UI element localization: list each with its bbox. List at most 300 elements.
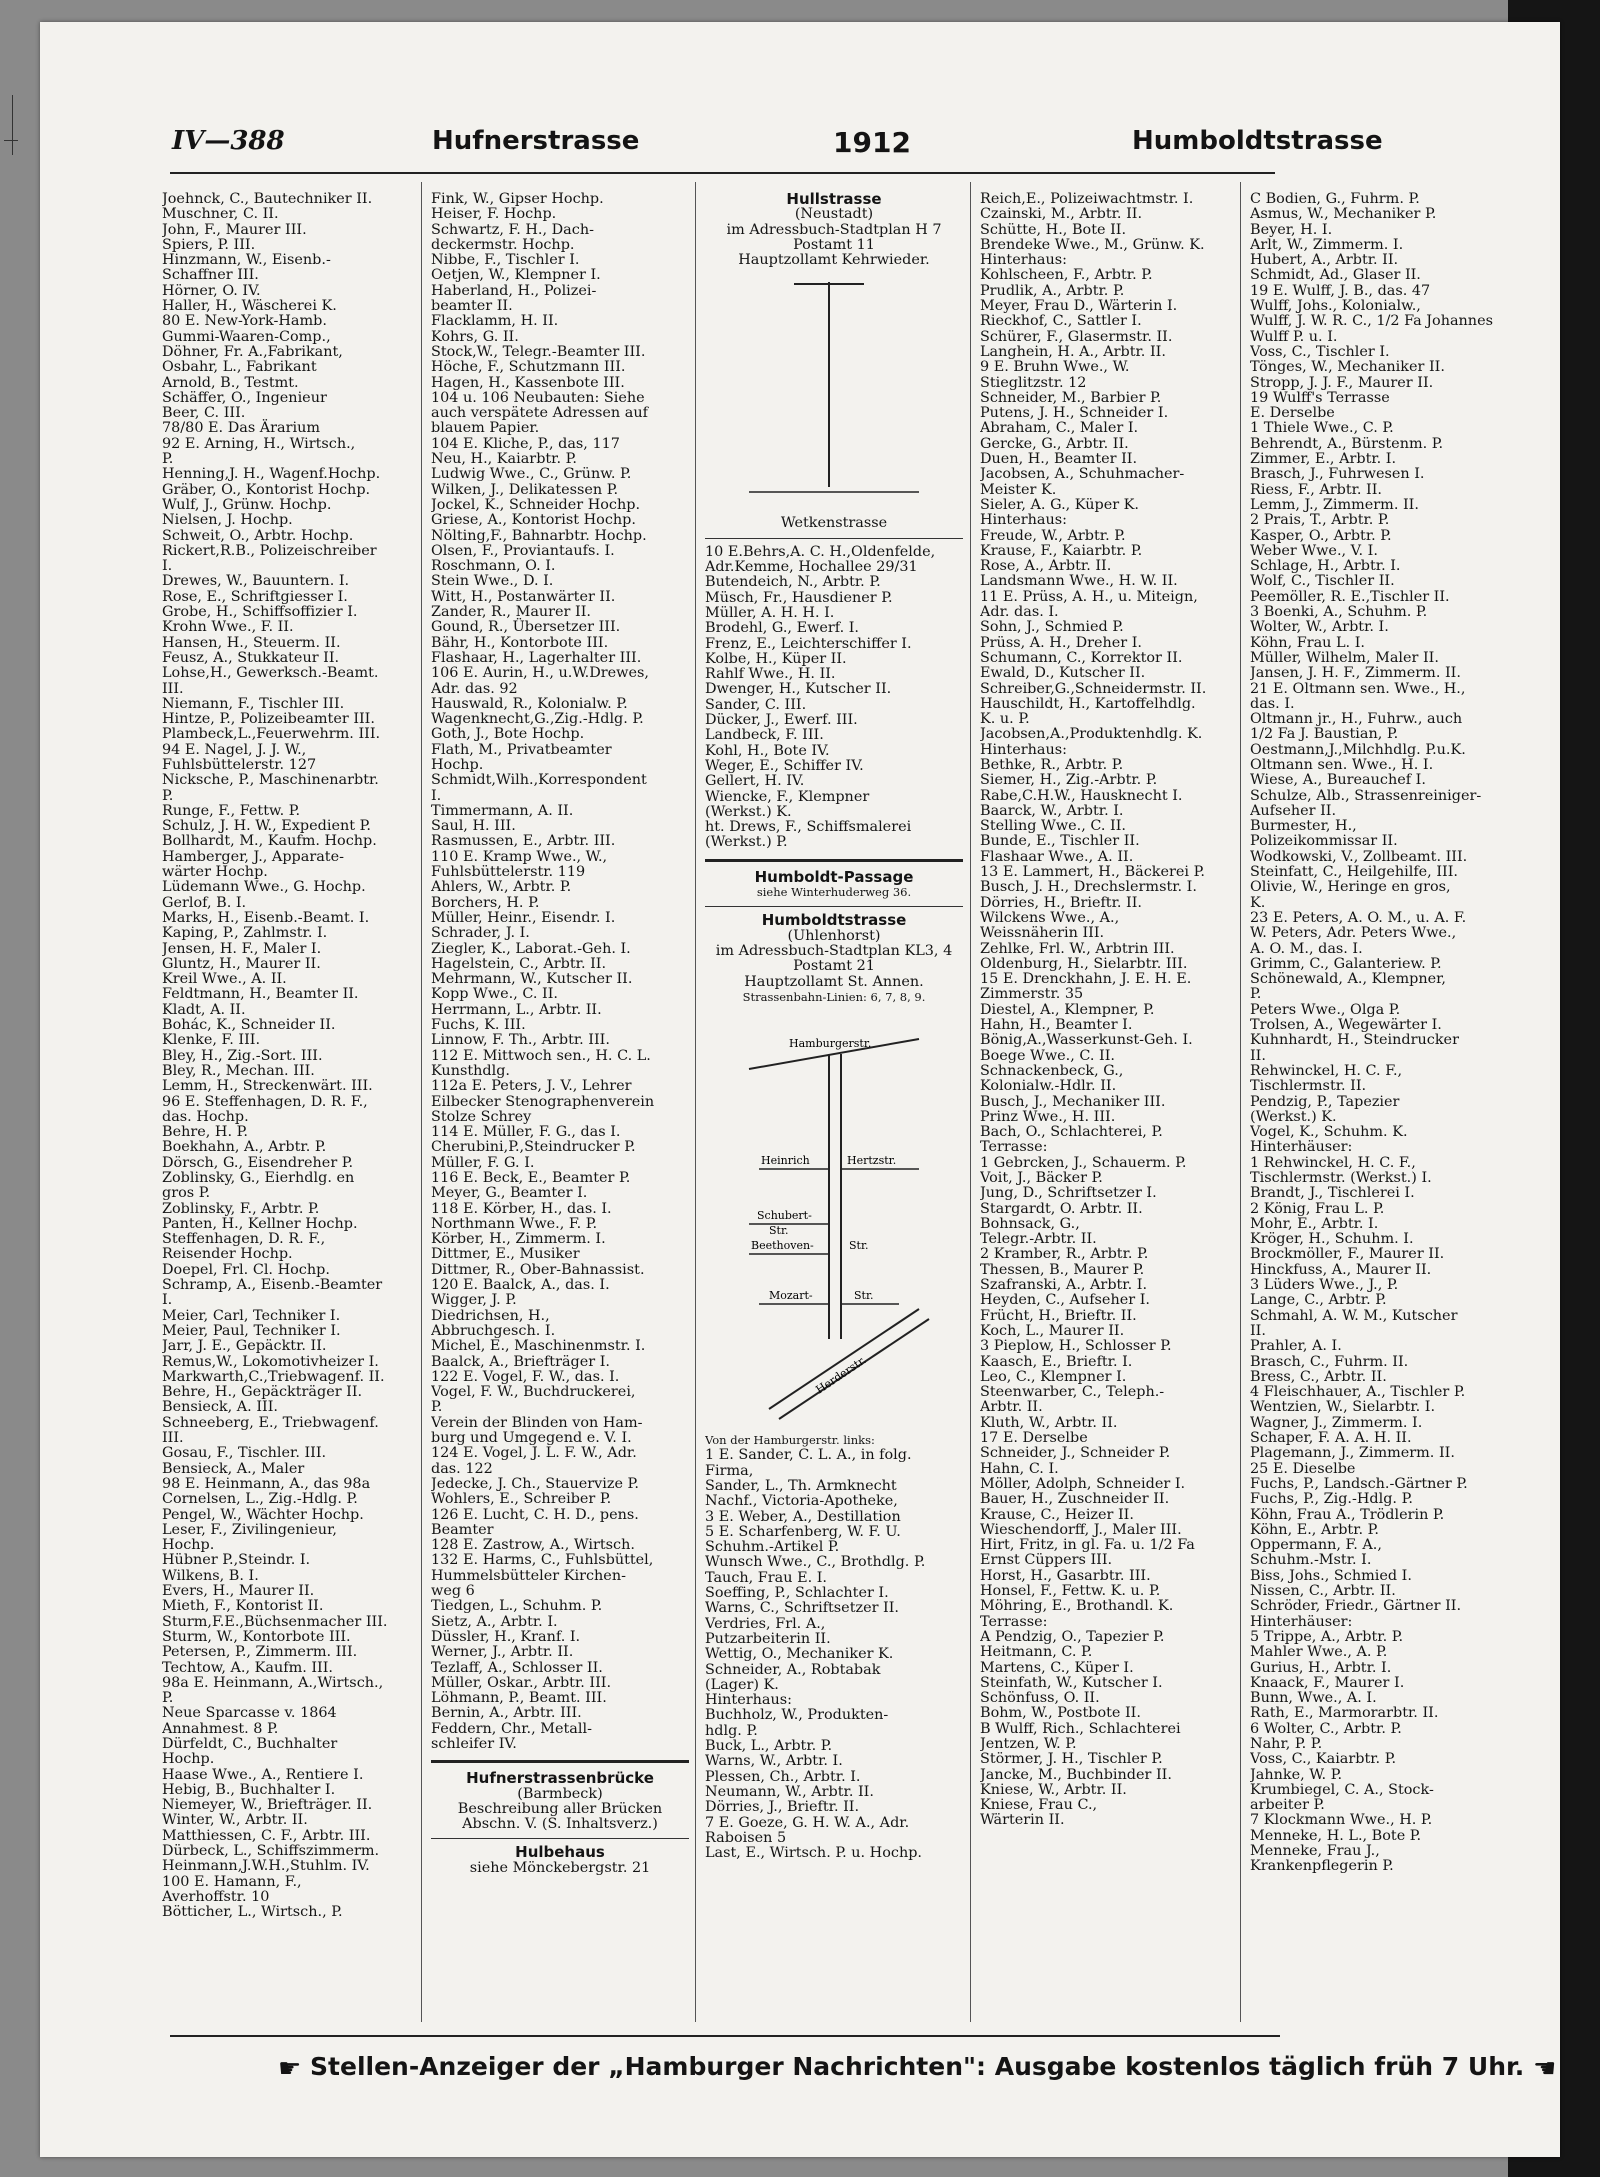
directory-entry: das. Hochp. bbox=[162, 1108, 249, 1125]
directory-entry: Bollhardt, M., Kaufm. Hochp. bbox=[162, 833, 377, 850]
directory-entry: Dörries, H., Brieftr. II. bbox=[980, 894, 1142, 911]
page-header bbox=[40, 120, 1560, 172]
humboldt-line-4: Hauptzollamt St. Annen. bbox=[744, 973, 924, 990]
directory-entry: Schlage, H., Arbtr. I. bbox=[1250, 558, 1401, 575]
directory-entry: Siemer, H., Zig.-Arbtr. P. bbox=[980, 772, 1158, 789]
directory-entry: deckermstr. Hochp. bbox=[431, 236, 575, 253]
directory-entry: Krumbiegel, C. A., Stock- bbox=[1250, 1781, 1434, 1798]
directory-entry: Wulff, J. W. R. C., 1/2 Fa Johannes bbox=[1250, 313, 1493, 330]
directory-entry: Hahn, H., Beamter I. bbox=[980, 1017, 1133, 1034]
directory-entry: Fuhlsbüttelerstr. 119 bbox=[431, 864, 586, 881]
directory-entry: Kaping, P., Zahlmstr. I. bbox=[162, 925, 328, 942]
directory-entry: Niemann, F., Tischler III. bbox=[162, 695, 345, 712]
directory-entry: Duen, H., Beamter II. bbox=[980, 451, 1138, 468]
directory-entry: Olsen, F., Proviantaufs. I. bbox=[431, 542, 615, 559]
directory-entry: Bunn, Wwe., A. I. bbox=[1250, 1690, 1377, 1707]
directory-entry: Dörries, J., Brieftr. II. bbox=[705, 1799, 860, 1816]
directory-entry: Steffenhagen, D. R. F., bbox=[162, 1231, 326, 1248]
directory-entry: Putzarbeiterin II. bbox=[705, 1630, 831, 1647]
directory-entry: Bensieck, A. III. bbox=[162, 1399, 278, 1416]
column-3 bbox=[705, 192, 963, 2032]
directory-entry: Flath, M., Privatbeamter bbox=[431, 741, 612, 758]
directory-entry: Ernst Cüppers III. bbox=[980, 1552, 1113, 1569]
directory-entry: Menneke, Frau J., bbox=[1250, 1843, 1380, 1860]
directory-entry: Wolter, W., Arbtr. I. bbox=[1250, 619, 1389, 636]
directory-entry: Bach, O., Schlachterei, P. bbox=[980, 1124, 1163, 1141]
column-3-lower-entries bbox=[705, 1448, 963, 1861]
directory-entry: Hinterhaus: bbox=[980, 252, 1067, 269]
directory-entry: Kunsthdlg. bbox=[431, 1062, 511, 1079]
directory-entry: Oldenburg, H., Sielarbtr. III. bbox=[980, 955, 1188, 972]
directory-entry: Warns, C., Schriftsetzer II. bbox=[705, 1600, 899, 1617]
directory-entry: auch verspätete Adressen auf bbox=[431, 405, 648, 422]
right-street-title: Humboldtstrasse bbox=[1132, 126, 1383, 156]
directory-entry: Haller, H., Wäscherei K. bbox=[162, 298, 337, 315]
directory-entry: Heitmann, C. P. bbox=[980, 1644, 1093, 1661]
directory-entry: Müller, A. H. H. I. bbox=[705, 604, 835, 621]
directory-entry: Nibbe, F., Tischler I. bbox=[431, 252, 580, 269]
directory-entry: Schönfuss, O. II. bbox=[980, 1690, 1100, 1707]
directory-entry: Hirt, Fritz, in gl. Fa. u. 1/2 Fa bbox=[980, 1537, 1195, 1554]
directory-entry: Feddern, Chr., Metall- bbox=[431, 1720, 592, 1737]
directory-entry: Hahn, C. I. bbox=[980, 1460, 1059, 1477]
directory-entry: Wigger, J. P. bbox=[431, 1292, 517, 1309]
directory-entry: Tezlaff, A., Schlosser II. bbox=[431, 1659, 603, 1676]
map-label: Herderstr. bbox=[813, 1353, 869, 1397]
directory-entry: Sohn, J., Schmied P. bbox=[980, 619, 1124, 636]
directory-entry: Brodehl, G., Ewerf. I. bbox=[705, 620, 860, 637]
directory-entry: Michel, E., Maschinenmstr. I. bbox=[431, 1338, 646, 1355]
directory-entry: Bohnsack, G., bbox=[980, 1215, 1080, 1232]
hull-line-2: im Adressbuch-Stadtplan H 7 bbox=[726, 221, 942, 238]
directory-entry: Müller, Wilhelm, Maler II. bbox=[1250, 649, 1439, 666]
directory-entry: Hörner, O. IV. bbox=[162, 282, 261, 299]
directory-entry: Flacklamm, H. II. bbox=[431, 313, 559, 330]
directory-entry: Czainski, M., Arbtr. II. bbox=[980, 206, 1143, 223]
directory-entry: Winter, W., Arbtr. II. bbox=[162, 1812, 308, 1829]
directory-entry: Meister K. bbox=[980, 481, 1057, 498]
directory-entry: Marks, H., Eisenb.-Beamt. I. bbox=[162, 909, 370, 926]
directory-entry: 104 E. Kliche, P., das, 117 bbox=[431, 435, 620, 452]
directory-entry: Köhn, E., Arbtr. P. bbox=[1250, 1521, 1379, 1538]
directory-entry: Linnow, F. Th., Arbtr. III. bbox=[431, 1032, 610, 1049]
directory-entry: Behre, H., Gepäckträger II. bbox=[162, 1384, 363, 1401]
directory-entry: 110 E. Kramp Wwe., W., bbox=[431, 848, 608, 865]
directory-entry: Müller, Oskar., Arbtr. III. bbox=[431, 1674, 612, 1691]
directory-entry: Hinterhaus: bbox=[980, 741, 1067, 758]
directory-entry: Steinfath, W., Kutscher I. bbox=[980, 1674, 1163, 1691]
directory-entry: Wettig, O., Mechaniker K. bbox=[705, 1646, 894, 1663]
directory-entry: Mehrmann, W., Kutscher II. bbox=[431, 971, 633, 988]
directory-entry: Heinmann,J.W.H.,Stuhlm. IV. bbox=[162, 1858, 370, 1875]
directory-entry: Hochp. bbox=[162, 1537, 215, 1554]
directory-entry: Tiedgen, L., Schuhm. P. bbox=[431, 1598, 603, 1615]
directory-entry: Frenz, E., Leichterschiffer I. bbox=[705, 635, 912, 652]
directory-entry: Kopp Wwe., C. II. bbox=[431, 986, 558, 1003]
directory-entry: Hummelsbütteler Kirchen- bbox=[431, 1567, 626, 1584]
directory-entry: A. O. M., das. I. bbox=[1250, 940, 1363, 957]
directory-entry: Muschner, C. II. bbox=[162, 206, 279, 223]
directory-entry: Gummi-Waaren-Comp., bbox=[162, 328, 331, 345]
directory-entry: I. bbox=[431, 787, 442, 804]
directory-entry: 1 Thiele Wwe., C. P. bbox=[1250, 420, 1394, 437]
column-5 bbox=[1250, 192, 1520, 2032]
directory-entry: Sturm,F.E.,Büchsenmacher III. bbox=[162, 1613, 388, 1630]
directory-entry: Tischlermstr. (Werkst.) I. bbox=[1250, 1170, 1432, 1186]
directory-entry: Neu, H., Kaiarbtr. P. bbox=[431, 451, 577, 468]
directory-entry: Burmester, H., bbox=[1250, 818, 1357, 835]
directory-entry: Adr. das. 92 bbox=[431, 680, 518, 697]
directory-entry: Bohác, K., Schneider II. bbox=[162, 1017, 336, 1034]
directory-entry: Evers, H., Maurer II. bbox=[162, 1583, 315, 1600]
directory-entry: Brasch, C., Fuhrm. II. bbox=[1250, 1353, 1409, 1370]
map-note: Von der Hamburgerstr. links: bbox=[705, 1433, 875, 1448]
directory-entry: B Wulff, Rich., Schlachterei bbox=[980, 1720, 1181, 1737]
street-line bbox=[769, 1309, 919, 1409]
column-2 bbox=[431, 192, 689, 2032]
directory-entry: Kuhnhardt, H., Steindrucker bbox=[1250, 1032, 1459, 1049]
directory-entry: Brasch, J., Fuhrwesen I. bbox=[1250, 466, 1425, 483]
directory-entry: Tischlermstr. II. bbox=[1250, 1078, 1367, 1095]
directory-entry: Behre, H. P. bbox=[162, 1124, 248, 1141]
directory-entry: 122 E. Vogel, F. W., das. I. bbox=[431, 1368, 620, 1385]
directory-entry: 112a E. Peters, J. V., Lehrer bbox=[431, 1078, 632, 1095]
directory-entry: 7 E. Goeze, G. H. W. A., Adr. bbox=[705, 1814, 910, 1831]
directory-entry: Flashaar, H., Lagerhalter III. bbox=[431, 649, 642, 666]
directory-entry: Schumann, C., Korrektor II. bbox=[980, 649, 1183, 666]
directory-entry: Diestel, A., Klempner, P. bbox=[980, 1001, 1155, 1018]
bridge-line-1: Beschreibung aller Brücken bbox=[457, 1800, 663, 1817]
directory-entry: Bunde, E., Tischler II. bbox=[980, 833, 1140, 850]
directory-entry: Wodkowski, V., Zollbeamt. III. bbox=[1250, 848, 1468, 865]
directory-entry: Joehnck, C., Bautechniker II. bbox=[162, 192, 373, 207]
directory-entry: Spiers, P. III. bbox=[162, 236, 256, 253]
directory-entry: Busch, J. H., Drechslermstr. I. bbox=[980, 879, 1197, 896]
directory-entry: Ewald, D., Kutscher II. bbox=[980, 665, 1146, 682]
year-title: 1912 bbox=[833, 126, 911, 159]
directory-entry: Hamberger, J., Apparate- bbox=[162, 848, 344, 865]
directory-entry: Neumann, W., Arbtr. II. bbox=[705, 1783, 874, 1800]
directory-entry: Bley, H., Zig.-Sort. III. bbox=[162, 1047, 323, 1064]
directory-entry: Wulf, J., Grünw. Hochp. bbox=[162, 496, 332, 513]
directory-entry: Bernin, A., Arbtr. III. bbox=[431, 1705, 582, 1722]
directory-entry: Kniese, W., Arbtr. II. bbox=[980, 1781, 1127, 1798]
directory-entry: Stropp, J. J. F., Maurer II. bbox=[1250, 374, 1434, 391]
directory-entry: Tauch, Frau E. I. bbox=[705, 1569, 828, 1586]
hull-line-3: Postamt 11 bbox=[793, 236, 875, 253]
directory-entry: Höche, F., Schutzmann III. bbox=[431, 359, 626, 376]
directory-entry: Busch, J., Mechaniker III. bbox=[980, 1093, 1166, 1110]
directory-entry: Niemeyer, W., Briefträger. II. bbox=[162, 1797, 373, 1814]
directory-entry: Wohlers, E., Schreiber P. bbox=[431, 1491, 612, 1508]
directory-entry: Möller, Adolph, Schneider I. bbox=[980, 1475, 1186, 1492]
directory-entry: Trolsen, A., Wegewärter I. bbox=[1250, 1017, 1442, 1034]
directory-entry: Leser, F., Zivilingenieur, bbox=[162, 1521, 337, 1538]
directory-entry: Wagner, J., Zimmerm. I. bbox=[1250, 1414, 1423, 1431]
directory-entry: Behrendt, A., Bürstenm. P. bbox=[1250, 435, 1444, 452]
directory-entry: Petersen, P., Zimmerm. III. bbox=[162, 1644, 358, 1661]
directory-entry: Adr. das. I. bbox=[980, 604, 1059, 621]
directory-entry: Wolf, C., Tischler II. bbox=[1250, 573, 1395, 590]
directory-entry: Löhmann, P., Beamt. III. bbox=[431, 1690, 607, 1707]
section-rule bbox=[705, 906, 963, 907]
directory-entry: Rabe,C.H.W., Hausknecht I. bbox=[980, 787, 1183, 804]
directory-entry: gros P. bbox=[162, 1185, 211, 1202]
directory-entry: Zoblinsky, F., Arbtr. P. bbox=[162, 1200, 320, 1217]
bridge-sub: (Barmbeck) bbox=[517, 1785, 603, 1802]
directory-entry: Aufseher II. bbox=[1250, 802, 1337, 819]
directory-entry: Baalck, A., Briefträger I. bbox=[431, 1353, 610, 1370]
map-label: Str. bbox=[854, 1289, 874, 1303]
directory-entry: Runge, F., Fettw. P. bbox=[162, 802, 301, 819]
directory-entry: Brendeke Wwe., M., Grünw. K. bbox=[980, 236, 1205, 253]
directory-entry: Gound, R., Übersetzer III. bbox=[431, 619, 621, 636]
bridge-line-2: Abschn. V. (S. Inhaltsverz.) bbox=[462, 1816, 658, 1833]
directory-entry: Landbeck, F. III. bbox=[705, 727, 824, 744]
directory-entry: Kohlscheen, F., Arbtr. P. bbox=[980, 267, 1153, 284]
hulbehaus-sub: siehe Mönckebergstr. 21 bbox=[469, 1859, 651, 1876]
directory-entry: Terrasse: bbox=[980, 1139, 1048, 1156]
column-4 bbox=[980, 192, 1234, 2032]
directory-entry: 23 E. Peters, A. O. M., u. A. F. bbox=[1250, 909, 1467, 926]
directory-entry: Hebig, B., Buchhalter I. bbox=[162, 1781, 336, 1798]
directory-entry: Wulff P. u. I. bbox=[1250, 328, 1338, 345]
directory-entry: 11 E. Prüss, A. H., u. Miteign, bbox=[980, 588, 1198, 605]
directory-entry: Stelling Wwe., C. II. bbox=[980, 818, 1126, 835]
directory-entry: Gellert, H. IV. bbox=[705, 773, 805, 790]
column-2-entries bbox=[431, 192, 689, 1752]
directory-entry: Fuchs, K. III. bbox=[431, 1017, 526, 1034]
map-label: Beethoven- bbox=[751, 1239, 814, 1253]
directory-entry: Mieth, F., Kontorist II. bbox=[162, 1598, 324, 1615]
directory-entry: Panten, H., Kellner Hochp. bbox=[162, 1215, 358, 1232]
directory-entry: Szafranski, A., Arbtr. I. bbox=[980, 1277, 1148, 1294]
directory-entry: Döhner, Fr. A.,Fabrikant, bbox=[162, 343, 343, 360]
directory-entry: Kolonialw.-Hdlr. II. bbox=[980, 1078, 1117, 1095]
directory-entry: Bauer, H., Zuschneider II. bbox=[980, 1491, 1170, 1508]
directory-entry: Schneider, A., Robtabak bbox=[705, 1661, 881, 1678]
directory-entry: Biss, Johs., Schmied I. bbox=[1250, 1567, 1412, 1584]
directory-entry: Krause, F., Kaiarbtr. P. bbox=[980, 542, 1143, 559]
directory-entry: Brockmöller, F., Maurer II. bbox=[1250, 1246, 1445, 1263]
directory-entry: Borchers, H. P. bbox=[431, 894, 540, 911]
directory-entry: Dücker, J., Ewerf. III. bbox=[705, 712, 858, 729]
directory-entry: Gosau, F., Tischler. III. bbox=[162, 1445, 327, 1462]
directory-entry: Hübner P.,Steindr. I. bbox=[162, 1552, 311, 1569]
directory-entry: Abraham, C., Maler I. bbox=[980, 420, 1139, 437]
directory-entry: Freude, W., Arbtr. P. bbox=[980, 527, 1126, 544]
directory-entry: Rose, A., Arbtr. II. bbox=[980, 558, 1112, 575]
directory-entry: Schrader, J. I. bbox=[431, 925, 530, 942]
directory-entry: Ahlers, W., Arbtr. P. bbox=[431, 879, 572, 896]
directory-entry: Voss, C., Tischler I. bbox=[1250, 343, 1390, 360]
map-label: Str. bbox=[849, 1239, 869, 1253]
directory-entry: 25 E. Dieselbe bbox=[1250, 1460, 1356, 1477]
directory-page bbox=[40, 22, 1560, 2157]
map-label: Heinrich bbox=[761, 1154, 810, 1168]
directory-entry: Rickert,R.B., Polizeischreiber bbox=[162, 542, 377, 559]
directory-entry: John, F., Maurer III. bbox=[162, 221, 307, 238]
column-divider bbox=[695, 182, 696, 2022]
directory-entry: Schmahl, A. W. M., Kutscher bbox=[1250, 1307, 1458, 1324]
directory-entry: Zimmer, E., Arbtr. I. bbox=[1250, 451, 1397, 468]
directory-entry: Schulz, J. H. W., Expedient P. bbox=[162, 818, 371, 835]
directory-entry: Oltmann jr., H., Fuhrw., auch bbox=[1250, 711, 1463, 728]
directory-entry: E. Derselbe bbox=[1250, 405, 1335, 422]
directory-entry: Boege Wwe., C. II. bbox=[980, 1047, 1115, 1064]
directory-entry: 5 E. Scharfenberg, W. F. U. bbox=[705, 1523, 901, 1540]
directory-entry: Kröger, H., Schuhm. I. bbox=[1250, 1231, 1414, 1248]
directory-entry: Griese, A., Kontorist Hochp. bbox=[431, 512, 636, 529]
directory-entry: Ludwig Wwe., C., Grünw. P. bbox=[431, 466, 632, 483]
directory-entry: Schnackenbeck, G., bbox=[980, 1062, 1124, 1079]
directory-entry: Wiencke, F., Klempner bbox=[705, 788, 870, 805]
directory-entry: 3 Boenki, A., Schuhm. P. bbox=[1250, 604, 1428, 621]
directory-entry: Krohn Wwe., F. II. bbox=[162, 619, 294, 636]
directory-entry: Kohrs, G. II. bbox=[431, 328, 519, 345]
directory-entry: (Werkst.) K. bbox=[705, 803, 792, 820]
directory-entry: Knaack, F., Maurer I. bbox=[1250, 1674, 1405, 1691]
directory-entry: Schmidt,Wilh.,Korrespondent bbox=[431, 772, 647, 789]
directory-entry: 1 Rehwinckel, H. C. F., bbox=[1250, 1154, 1416, 1171]
directory-entry: Putens, J. H., Schneider I. bbox=[980, 405, 1169, 422]
directory-entry: Koch, L., Maurer II. bbox=[980, 1322, 1125, 1339]
scan-margin-mark bbox=[12, 95, 13, 155]
directory-entry: Hauschildt, H., Kartoffelhdlg. bbox=[980, 695, 1196, 712]
directory-entry: Bley, R., Mechan. III. bbox=[162, 1062, 315, 1079]
directory-entry: beamter II. bbox=[431, 298, 513, 315]
directory-entry: Wilkens, B. I. bbox=[162, 1567, 259, 1584]
humboldt-title: Humboldtstrasse bbox=[761, 911, 907, 930]
humboldt-line-1: (Uhlenhorst) bbox=[787, 927, 881, 944]
directory-entry: Hinzmann, W., Eisenb.- bbox=[162, 252, 331, 269]
directory-entry: Doepel, Frl. Cl. Hochp. bbox=[162, 1261, 330, 1278]
directory-entry: Telegr.-Arbtr. II. bbox=[980, 1231, 1097, 1248]
directory-entry: Leo, C., Klempner I. bbox=[980, 1368, 1127, 1385]
directory-entry: Rahlf Wwe., H. II. bbox=[705, 666, 836, 683]
directory-entry: Schwartz, F. H., Dach- bbox=[431, 221, 594, 238]
directory-entry: Hinterhaus: bbox=[705, 1692, 792, 1709]
directory-entry: Schütte, H., Bote II. bbox=[980, 221, 1127, 238]
directory-entry: Henning,J. H., Wagenf.Hochp. bbox=[162, 466, 381, 483]
directory-entry: Nicksche, P., Maschinenarbtr. bbox=[162, 772, 379, 789]
directory-entry: Butendeich, N., Arbtr. P. bbox=[705, 574, 881, 591]
directory-entry: 2 Prais, T., Arbtr. P. bbox=[1250, 512, 1390, 529]
directory-entry: 3 Pieplow, H., Schlosser P. bbox=[980, 1338, 1172, 1355]
directory-entry: II. bbox=[1250, 1047, 1266, 1064]
directory-entry: Baarck, W., Arbtr. I. bbox=[980, 802, 1124, 819]
hull-line-1: (Neustadt) bbox=[794, 206, 874, 223]
directory-entry: Cornelsen, L., Zig.-Hdlg. P. bbox=[162, 1491, 358, 1508]
directory-entry: W. Peters, Adr. Peters Wwe., bbox=[1250, 925, 1457, 942]
directory-entry: Meier, Carl, Techniker I. bbox=[162, 1307, 341, 1324]
directory-entry: 80 E. New-York-Hamb. bbox=[162, 313, 327, 330]
directory-entry: Störmer, J. H., Tischler P. bbox=[980, 1751, 1163, 1768]
bridge-title: Hufnerstrassenbrücke bbox=[466, 1769, 654, 1788]
directory-entry: P. bbox=[162, 451, 174, 468]
column-1 bbox=[162, 192, 416, 2032]
directory-entry: Heiser, F. Hochp. bbox=[431, 206, 557, 223]
directory-entry: Bähr, H., Kontorbote III. bbox=[431, 634, 609, 651]
directory-entry: Herrmann, L., Arbtr. II. bbox=[431, 1001, 602, 1018]
directory-entry: Stargardt, O. Arbtr. II. bbox=[980, 1200, 1143, 1217]
hulbehaus-title: Hulbehaus bbox=[515, 1843, 605, 1862]
directory-entry: Rehwinckel, H. C. F., bbox=[1250, 1062, 1403, 1079]
directory-entry: Pendzig, P., Tapezier bbox=[1250, 1093, 1400, 1110]
directory-entry: Fuchs, P., Zig.-Hdlg. P. bbox=[1250, 1491, 1413, 1508]
directory-entry: Sander, L., Th. Armknecht bbox=[705, 1477, 897, 1494]
directory-entry: 10 E.Behrs,A. C. H.,Oldenfelde, bbox=[705, 543, 936, 560]
directory-entry: Hinckfuss, A., Maurer II. bbox=[1250, 1261, 1432, 1278]
directory-entry: Flashaar Wwe., A. II. bbox=[980, 848, 1134, 865]
directory-entry: K. u. P. bbox=[980, 711, 1030, 728]
wetkenstrasse-label: Wetkenstrasse bbox=[780, 515, 888, 532]
directory-entry: 19 E. Wulff, J. B., das. 47 bbox=[1250, 282, 1431, 299]
directory-entry: 13 E. Lammert, H., Bäckerei P. bbox=[980, 864, 1205, 881]
directory-entry: Riess, F., Arbtr. II. bbox=[1250, 481, 1382, 498]
directory-entry: Tönges, W., Mechaniker II. bbox=[1250, 359, 1445, 376]
directory-entry: das. I. bbox=[1250, 695, 1295, 712]
directory-entry: Abbruchgesch. I. bbox=[431, 1322, 556, 1339]
directory-entry: Voss, C., Kaiarbtr. P. bbox=[1250, 1751, 1397, 1768]
directory-entry: Gerlof, B. I. bbox=[162, 894, 247, 911]
directory-entry: Buck, L., Arbtr. P. bbox=[705, 1738, 833, 1755]
directory-entry: Steinfatt, C., Heilgehilfe, III. bbox=[1250, 864, 1458, 881]
directory-entry: Steenwarber, C., Teleph.- bbox=[980, 1384, 1165, 1401]
directory-entry: Mohr, E., Arbtr. I. bbox=[1250, 1215, 1379, 1232]
directory-entry: Polizeikommissar II. bbox=[1250, 833, 1398, 850]
directory-entry: Meier, Paul, Techniker I. bbox=[162, 1322, 341, 1339]
directory-entry: Grimm, C., Galanteriew. P. bbox=[1250, 955, 1442, 972]
directory-entry: das. 122 bbox=[431, 1460, 493, 1477]
directory-entry: Soeffing, P., Schlachter I. bbox=[705, 1585, 889, 1602]
directory-entry: Oltmann sen. Wwe., H. I. bbox=[1250, 756, 1434, 773]
directory-entry: burg und Umgegend e. V. I. bbox=[431, 1430, 632, 1447]
directory-entry: 19 Wulff's Terrasse bbox=[1250, 389, 1390, 406]
directory-entry: 2 König, Frau L. P. bbox=[1250, 1200, 1385, 1217]
directory-entry: Dittmer, R., Ober-Bahnassist. bbox=[431, 1261, 645, 1278]
directory-entry: Dürbeck, L., Schiffszimmerm. bbox=[162, 1843, 380, 1860]
directory-entry: wärter Hochp. bbox=[162, 864, 268, 881]
directory-entry: P. bbox=[162, 1690, 174, 1707]
directory-entry: 100 E. Hamann, F., bbox=[162, 1873, 302, 1890]
directory-entry: Sietz, A., Arbtr. I. bbox=[431, 1613, 558, 1630]
column-3-entries bbox=[705, 545, 963, 851]
directory-entry: Schürer, F., Glasermstr. II. bbox=[980, 328, 1173, 345]
directory-entry: Schröder, Friedr., Gärtner II. bbox=[1250, 1598, 1462, 1615]
directory-entry: Drewes, W., Bauuntern. I. bbox=[162, 573, 350, 590]
directory-entry: Annahmest. 8 P. bbox=[162, 1720, 279, 1737]
directory-entry: Plambeck,L.,Feuerwehrm. III. bbox=[162, 726, 381, 743]
directory-entry: 7 Klockmann Wwe., H. P. bbox=[1250, 1812, 1433, 1829]
directory-entry: Nielsen, J. Hochp. bbox=[162, 512, 293, 529]
directory-entry: Haase Wwe., A., Rentiere I. bbox=[162, 1766, 364, 1783]
directory-entry: C Bodien, G., Fuhrm. P. bbox=[1250, 192, 1420, 207]
directory-entry: Reisender Hochp. bbox=[162, 1246, 293, 1263]
directory-entry: 128 E. Zastrow, A., Wirtsch. bbox=[431, 1537, 635, 1554]
directory-entry: P. bbox=[162, 787, 174, 804]
directory-entry: Last, E., Wirtsch. P. u. Hochp. bbox=[705, 1845, 923, 1862]
directory-entry: Wilckens Wwe., A., bbox=[980, 909, 1120, 926]
directory-entry: Arbtr. II. bbox=[980, 1399, 1043, 1416]
directory-entry: Weber Wwe., V. I. bbox=[1250, 542, 1378, 559]
directory-entry: Beer, C. III. bbox=[162, 405, 246, 422]
directory-entry: Hagen, H., Kassenbote III. bbox=[431, 374, 625, 391]
directory-entry: Meyer, G., Beamter I. bbox=[431, 1185, 588, 1202]
directory-entry: Klenke, F. III. bbox=[162, 1032, 261, 1049]
directory-entry: Ziegler, K., Laborat.-Geh. I. bbox=[431, 940, 631, 957]
directory-entry: Matthiessen, C. F., Arbtr. III. bbox=[162, 1827, 371, 1844]
